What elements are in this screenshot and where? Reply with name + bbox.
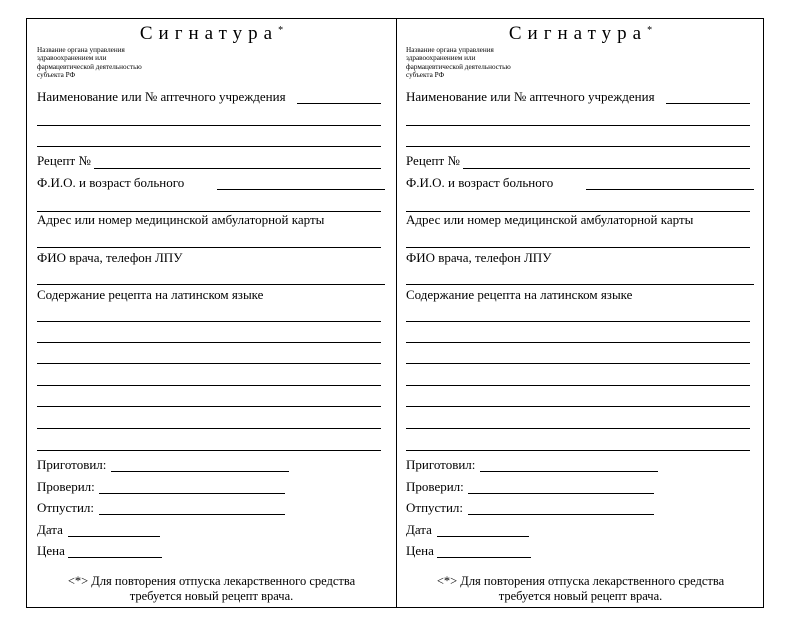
latin-line[interactable] [37, 406, 381, 407]
released-field[interactable] [468, 514, 654, 515]
date-field[interactable] [68, 536, 160, 537]
latin-line[interactable] [37, 321, 381, 322]
latin-line[interactable] [406, 321, 750, 322]
address-label: Адрес или номер медицинской амбулаторной карты [406, 212, 694, 227]
latin-line[interactable] [406, 428, 750, 429]
pharmacy-label: Наименование или № аптечного учреждения [406, 89, 655, 104]
latin-content-label: Содержание рецепта на латинском языке [37, 287, 264, 302]
repeat-note: <*> Для повторения отпуска лекарственного средства требуется новый рецепт врача. [67, 574, 356, 603]
doctor-field[interactable] [37, 284, 385, 285]
pharmacy-field-line-3[interactable] [37, 146, 381, 147]
latin-line[interactable] [406, 363, 750, 364]
doctor-label: ФИО врача, телефон ЛПУ [37, 250, 183, 265]
signatura-form-right [396, 19, 765, 607]
doctor-field[interactable] [406, 284, 754, 285]
prepared-field[interactable] [111, 471, 289, 472]
released-label: Отпустил: [37, 500, 95, 515]
checked-label: Проверил: [406, 479, 464, 494]
repeat-note: <*> Для повторения отпуска лекарственного средства требуется новый рецепт врача. [436, 574, 725, 603]
address-field[interactable] [406, 247, 750, 248]
pharmacy-field-line-2[interactable] [406, 125, 750, 126]
price-field[interactable] [437, 557, 531, 558]
recipe-number-field[interactable] [94, 168, 381, 169]
recipe-number-label: Рецепт № [37, 153, 91, 168]
pharmacy-label: Наименование или № аптечного учреждения [37, 89, 286, 104]
patient-field[interactable] [586, 189, 754, 190]
price-label: Цена [406, 543, 434, 558]
patient-label: Ф.И.О. и возраст больного [37, 175, 185, 190]
latin-line[interactable] [406, 385, 750, 386]
checked-label: Проверил: [37, 479, 95, 494]
latin-content-label: Содержание рецепта на латинском языке [406, 287, 633, 302]
latin-line[interactable] [37, 385, 381, 386]
form-title: Сигнатура* [139, 23, 284, 44]
released-field[interactable] [99, 514, 285, 515]
price-label: Цена [37, 543, 65, 558]
doctor-label: ФИО врача, телефон ЛПУ [406, 250, 552, 265]
recipe-number-label: Рецепт № [406, 153, 460, 168]
org-caption: Название органа управления здравоохранением или фармацевтической деятельностью субъекта РФ [406, 46, 511, 80]
address-field[interactable] [37, 247, 381, 248]
latin-line[interactable] [37, 363, 381, 364]
org-caption: Название органа управления здравоохранением или фармацевтической деятельностью субъекта РФ [37, 46, 142, 80]
latin-line[interactable] [37, 450, 381, 451]
date-label: Дата [406, 522, 432, 537]
checked-field[interactable] [99, 493, 285, 494]
pharmacy-field[interactable] [297, 103, 381, 104]
checked-field[interactable] [468, 493, 654, 494]
latin-line[interactable] [406, 450, 750, 451]
date-field[interactable] [437, 536, 529, 537]
signatura-form-left [27, 19, 396, 607]
recipe-number-field[interactable] [463, 168, 750, 169]
prepared-label: Приготовил: [37, 457, 107, 472]
prepared-label: Приготовил: [406, 457, 476, 472]
latin-line[interactable] [37, 428, 381, 429]
latin-line[interactable] [37, 342, 381, 343]
address-label: Адрес или номер медицинской амбулаторной карты [37, 212, 325, 227]
date-label: Дата [37, 522, 63, 537]
pharmacy-field[interactable] [666, 103, 750, 104]
signatura-sheet [26, 18, 764, 608]
latin-line[interactable] [406, 406, 750, 407]
form-title: Сигнатура* [508, 23, 653, 44]
latin-line[interactable] [406, 342, 750, 343]
price-field[interactable] [68, 557, 162, 558]
patient-field[interactable] [217, 189, 385, 190]
pharmacy-field-line-3[interactable] [406, 146, 750, 147]
patient-label: Ф.И.О. и возраст больного [406, 175, 554, 190]
prepared-field[interactable] [480, 471, 658, 472]
released-label: Отпустил: [406, 500, 464, 515]
pharmacy-field-line-2[interactable] [37, 125, 381, 126]
